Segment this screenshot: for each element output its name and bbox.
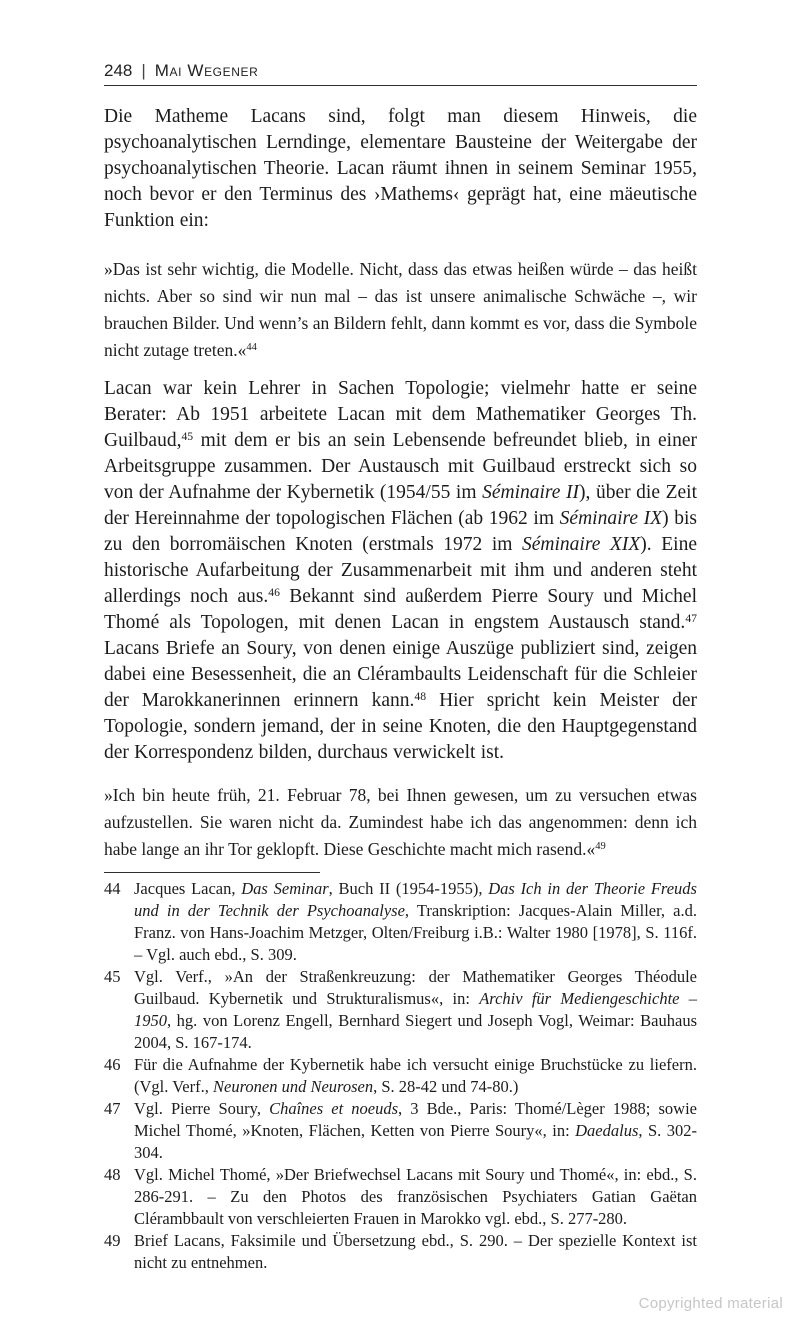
text-run: mit dem er bis an sein Lebensende befreundet blieb, in einer Arbeitsgruppe zusammen. Der Austausch mit Guilbaud erstreckt sich so von der Aufnahme der Kybernetik (1954/55 im xyxy=(104,430,697,503)
running-head-author: Mai Wegener xyxy=(154,61,259,80)
italic-text-run: Séminaire II xyxy=(482,482,579,503)
footnote-separator-rule xyxy=(104,872,320,873)
text-run: , Buch II (1954-1955), xyxy=(328,879,489,898)
watermark-copyright: Copyrighted material xyxy=(638,1295,783,1312)
footnote-marker: 44 xyxy=(246,342,257,354)
footnote-marker: 46 xyxy=(268,585,280,599)
italic-text-run: Daedalus xyxy=(575,1121,639,1140)
text-run: , S. 28-42 und 74-80.) xyxy=(373,1077,519,1096)
text-run: Jacques Lacan, xyxy=(134,879,242,898)
italic-text-run: Séminaire IX xyxy=(559,508,663,529)
italic-text-run: Chaînes et noeuds xyxy=(269,1099,399,1118)
text-run: Lacans Briefe an Soury, von denen einige Auszüge publiziert sind, zeigen dabei eine Besessenheit, die an Clérambaults Leidenschaft für die Schleier der Marokkanerinnen erinnern kann. xyxy=(104,638,697,711)
page-header xyxy=(104,60,697,86)
text-run: Lacan war kein Lehrer in Sachen Topologie; vielmehr hatte er seine Berater: Ab 1951 arbeitete Lacan mit dem Mathematiker Georges Th. Guilbaud, xyxy=(104,378,697,451)
footnote-marker: 47 xyxy=(685,611,697,625)
footnote-marker: 45 xyxy=(181,429,194,443)
text-run: , S. 302-304. xyxy=(134,1121,697,1162)
text-run: Für die Aufnahme der Kybernetik habe ich versucht einige Bruchstücke zu liefern. (Vgl. Verf., xyxy=(134,1055,697,1096)
footnote-number: 46 xyxy=(104,1055,121,1074)
page-number: 248 xyxy=(104,61,133,80)
italic-text-run: Neuronen und Neurosen xyxy=(212,1077,374,1096)
text-run: Die Matheme Lacans sind, folgt man diesem Hinweis, die psychoanalytischen Lerndinge, elementare Bausteine der Weitergabe der psychoanalytischen Theorie. Lacan räumt ihnen in seinem Seminar 1955, noch bevor er den Terminus des ›Mathems‹ geprägt hat, eine mäeutische Funktion ein: xyxy=(104,106,697,231)
text-run: Vgl. Verf., »An der Straßenkreuzung: der Mathematiker Georges Théodule Guilbaud. Kybernetik und Strukturalismus«, in: xyxy=(134,967,697,1008)
footnote-marker: 49 xyxy=(595,841,606,853)
text-run: ), über die Zeit der Hereinnahme der topologischen Flächen (ab 1962 im xyxy=(104,482,697,529)
text-run: Hier spricht kein Meister der Topologie, sondern jemand, der in seine Knoten, die den Hauptgegenstand der Korrespondenz bilden, durchaus verwickelt ist. xyxy=(104,690,697,763)
italic-text-run: Das Seminar xyxy=(241,879,329,898)
footnote-text xyxy=(134,966,697,1054)
text-run: Bekannt sind außerdem Pierre Soury und Michel Thomé als Topologen, mit denen Lacan in engstem Austausch stand. xyxy=(104,586,697,633)
footnote-item xyxy=(104,1230,697,1274)
footnote-item xyxy=(104,1054,697,1098)
footnote-item xyxy=(104,1098,697,1164)
text-run: , hg. von Lorenz Engell, Bernhard Siegert und Joseph Vogl, Weimar: Bauhaus 2004, S. 167-174. xyxy=(134,1011,697,1052)
italic-text-run: Séminaire XIX xyxy=(522,534,641,555)
footnote-item xyxy=(104,878,697,966)
footnote-number: 48 xyxy=(104,1165,121,1184)
footnote-number: 45 xyxy=(104,967,121,986)
text-run: ). Eine historische Aufarbeitung der Zusammenarbeit mit ihm und anderen steht allerdings noch aus. xyxy=(104,534,697,607)
footnote-item xyxy=(104,1164,697,1230)
footnote-number: 47 xyxy=(104,1099,121,1118)
block-quote xyxy=(104,256,697,364)
text-run: Brief Lacans, Faksimile und Übersetzung ebd., S. 290. – Der spezielle Kontext ist nicht zu entnehmen. xyxy=(134,1231,697,1272)
italic-text-run: Archiv für Mediengeschichte – 1950 xyxy=(134,989,697,1030)
body-paragraph xyxy=(104,104,697,234)
header-separator: | xyxy=(141,61,146,80)
text-run: »Ich bin heute früh, 21. Februar 78, bei Ihnen gewesen, um zu versuchen etwas aufzustellen. Sie waren nicht da. Zumindest habe ich das angenommen: denn ich habe lange an ihr Tor geklopft. Diese Geschichte macht mich rasend.« xyxy=(104,785,697,859)
text-run: Vgl. Michel Thomé, »Der Briefwechsel Lacans mit Soury und Thomé«, in: ebd., S. 286-291. – Zu den Photos des französischen Psychiaters Gatian Gaëtan Clérambbault von verschleierten Frauen in Marokko vgl. ebd., S. 277-280. xyxy=(134,1165,697,1228)
text-run: , Transkription: Jacques-Alain Miller, a.d. Franz. von Hans-Joachim Metzger, Olten/Freiburg i.B.: Walter 1980 [1978], S. 116f. – Vgl. auch ebd., S. 309. xyxy=(134,901,697,964)
footnote-text xyxy=(134,1054,697,1098)
footnote-text xyxy=(134,1164,697,1230)
block-quote xyxy=(104,782,697,863)
footnote-item xyxy=(104,966,697,1054)
body-paragraph xyxy=(104,376,697,766)
text-run: Vgl. Pierre Soury, xyxy=(134,1099,270,1118)
footnote-text xyxy=(134,1230,697,1274)
footnote-text xyxy=(134,1098,697,1164)
footnote-number: 44 xyxy=(104,879,121,898)
footnotes-section xyxy=(104,878,697,1274)
footnote-marker: 48 xyxy=(414,689,427,703)
text-run: , 3 Bde., Paris: Thomé/Lèger 1988; sowie Michel Thomé, »Knoten, Flächen, Ketten von Pierre Soury«, in: xyxy=(134,1099,697,1140)
footnote-number: 49 xyxy=(104,1231,121,1250)
italic-text-run: Das Ich in der Theorie Freuds und in der Technik der Psychoanalyse xyxy=(134,879,697,920)
text-run: ) bis zu den borromäischen Knoten (erstmals 1972 im xyxy=(104,508,697,555)
text-run: »Das ist sehr wichtig, die Modelle. Nicht, dass das etwas heißen würde – das heißt nichts. Aber so sind wir nun mal – das ist unsere animalische Schwäche –, wir brauchen Bilder. Und wenn’s an Bildern fehlt, dann kommt es vor, dass die Symbole nicht zutage treten.« xyxy=(104,259,697,360)
footnote-text xyxy=(134,878,697,966)
